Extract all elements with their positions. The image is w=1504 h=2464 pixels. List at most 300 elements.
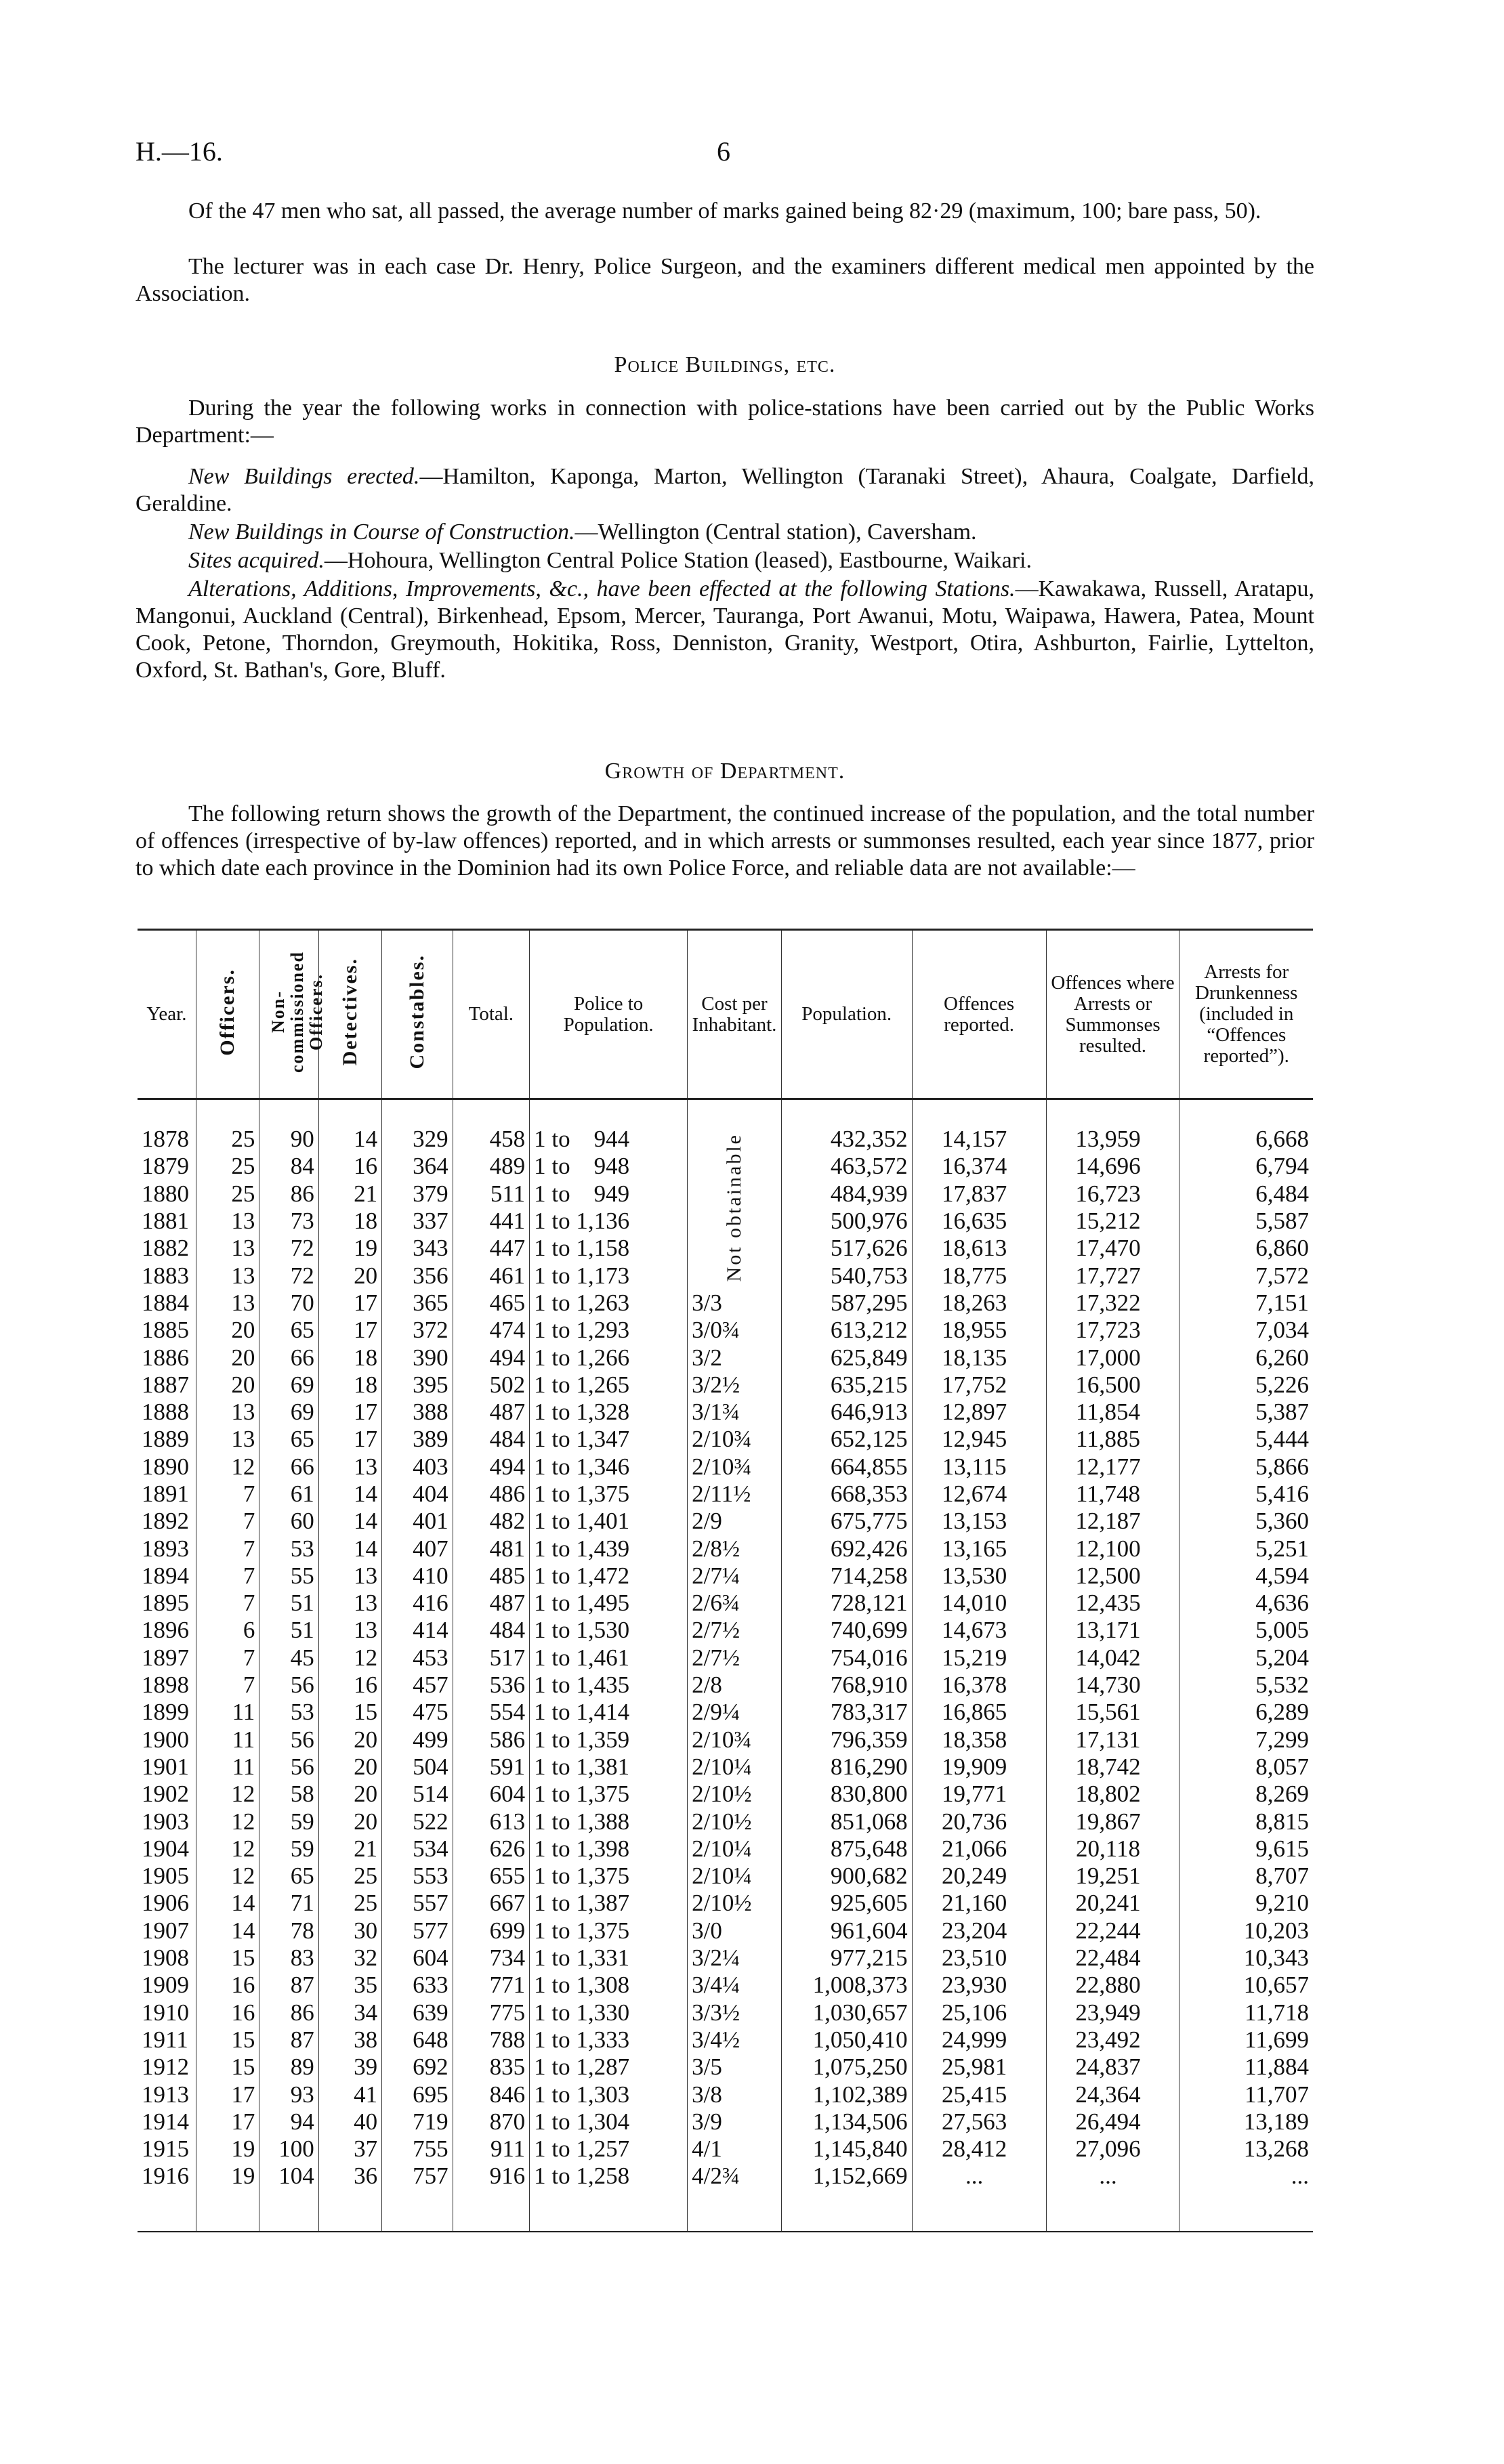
cell-population: 613,212 (781, 1317, 912, 1344)
cell-drunkenness: 11,699 (1179, 2026, 1313, 2054)
cell-detectives: 30 (318, 1917, 381, 1945)
cell-police-ratio: 1 to 1,304 (530, 2108, 688, 2136)
cell-nco: 45 (259, 1644, 318, 1672)
cell-arrests: 17,000 (1046, 1344, 1179, 1371)
cell-total: 734 (453, 1945, 530, 1972)
cell-detectives: 21 (318, 1181, 381, 1208)
cell-nco: 56 (259, 1754, 318, 1781)
table-row (138, 2054, 1313, 2081)
cell-year: 1903 (142, 1808, 189, 1835)
cell-arrests: 11,748 (1046, 1481, 1179, 1508)
cell-total: 517 (453, 1644, 530, 1672)
cell-total: 482 (453, 1508, 530, 1535)
cell-police-ratio: 1 to 1,414 (530, 1699, 688, 1726)
cell-cost: 4/2¾ (688, 2163, 782, 2190)
cell-officers: 13 (196, 1235, 259, 1262)
cell-detectives: 14 (318, 1481, 381, 1508)
cell-constables: 557 (382, 1890, 453, 1917)
cell-total: 916 (453, 2163, 530, 2190)
cell-police-ratio: 1 to 1,398 (530, 1835, 688, 1863)
cell-police-ratio: 1 to 944 (530, 1126, 688, 1153)
cell-nco: 55 (259, 1563, 318, 1590)
cell-population: 875,648 (781, 1835, 912, 1863)
cell-total: 771 (453, 1972, 530, 1999)
cell-population: 740,699 (781, 1617, 912, 1644)
cell-total: 484 (453, 1617, 530, 1644)
cell-detectives: 19 (318, 1235, 381, 1262)
label-new-buildings: New Buildings erected. (188, 464, 420, 489)
cell-year: 1914 (142, 2108, 189, 2135)
cell-population: 668,353 (781, 1481, 912, 1508)
cell-population: 432,352 (781, 1126, 912, 1153)
cell-population: 754,016 (781, 1644, 912, 1672)
table-row (138, 1781, 1313, 1808)
cell-cost: 2/9¼ (688, 1699, 782, 1726)
cell-officers: 7 (196, 1644, 259, 1672)
cell-police-ratio: 1 to 1,265 (530, 1372, 688, 1399)
cell-total: 835 (453, 2054, 530, 2081)
cell-offences: 16,865 (912, 1699, 1046, 1726)
cell-arrests: 13,959 (1046, 1126, 1179, 1153)
cell-detectives: 18 (318, 1372, 381, 1399)
cell-nco: 66 (259, 1344, 318, 1371)
cell-cost: 2/7¼ (688, 1563, 782, 1590)
cell-drunkenness: 11,884 (1179, 2054, 1313, 2081)
label-alterations: Alterations, Additions, Improvements, &c., have been effected at the following Stations. (188, 576, 1016, 601)
paragraph-construction (135, 519, 1314, 546)
cell-cost: 3/5 (688, 2054, 782, 2081)
cell-offences: 25,106 (912, 1999, 1046, 2026)
cell-drunkenness: 13,268 (1179, 2136, 1313, 2163)
cell-arrests: 15,561 (1046, 1699, 1179, 1726)
cell-population: 664,855 (781, 1453, 912, 1481)
cell-constables: 414 (382, 1617, 453, 1644)
cell-offences: 23,510 (912, 1945, 1046, 1972)
cell-total: 461 (453, 1262, 530, 1289)
text-new-buildings: —Hamilton, Kaponga, Marton, Wellington (Taranaki Street), Ahaura, Coalgate, Darfield, Geraldine. (135, 464, 1314, 516)
table-row (138, 1672, 1313, 1699)
cell-constables: 337 (382, 1208, 453, 1235)
cell-police-ratio: 1 to 1,328 (530, 1399, 688, 1426)
table-row (138, 1508, 1313, 1535)
table-row (138, 1726, 1313, 1754)
col-cost-per-inhabitant: Cost per Inhabitant. (688, 930, 782, 1099)
cell-offences: 14,157 (912, 1126, 1046, 1153)
text-alterations: —Kawakawa, Russell, Aratapu, Mangonui, Auckland (Central), Birkenhead, Epsom, Mercer, Tauranga, Port Awanui, Motu, Waipawa, Hawera, Patea, Mount Cook, Petone, Thorndon, Greymouth, Hokitika, Ross, Denniston, Granity, Westport, Otira, Ashburton, Fairlie, Lyttelton, Oxford, St. Bathan's, Gore, Bluff. (135, 576, 1314, 683)
cell-year: 1911 (142, 2026, 188, 2053)
cell-total: 655 (453, 1863, 530, 1890)
cell-officers: 20 (196, 1317, 259, 1344)
cell-arrests: 16,500 (1046, 1372, 1179, 1399)
cell-constables: 457 (382, 1672, 453, 1699)
cell-detectives: 17 (318, 1317, 381, 1344)
cell-cost: 3/4¼ (688, 1972, 782, 1999)
cell-drunkenness: 5,005 (1179, 1617, 1313, 1644)
cell-population: 783,317 (781, 1699, 912, 1726)
cell-arrests: 11,885 (1046, 1426, 1179, 1453)
cell-police-ratio: 1 to 1,173 (530, 1262, 688, 1289)
cell-year: 1907 (142, 1917, 189, 1944)
cell-nco: 90 (259, 1126, 318, 1153)
cell-officers: 12 (196, 1453, 259, 1481)
cell-detectives: 40 (318, 2108, 381, 2136)
table-header-row (138, 930, 1313, 1099)
cell-offences: 20,249 (912, 1863, 1046, 1890)
cell-arrests: ... (1046, 2163, 1179, 2190)
cell-police-ratio: 1 to 1,375 (530, 1863, 688, 1890)
cell-detectives: 18 (318, 1208, 381, 1235)
cell-nco: 93 (259, 2081, 318, 2108)
cell-population: 961,604 (781, 1917, 912, 1945)
col-drunkenness: Arrests for Drunkenness (included in “Offences reported”). (1179, 930, 1313, 1099)
cell-offences: 18,263 (912, 1290, 1046, 1317)
cell-offences: 17,752 (912, 1372, 1046, 1399)
cell-population: 977,215 (781, 1945, 912, 1972)
cell-officers: 11 (196, 1754, 259, 1781)
table-row (138, 1317, 1313, 1344)
cell-population: 1,008,373 (781, 1972, 912, 1999)
cell-offences: 12,674 (912, 1481, 1046, 1508)
cell-population: 816,290 (781, 1754, 912, 1781)
cell-arrests: 18,742 (1046, 1754, 1179, 1781)
cell-cost: 3/3 (688, 1290, 782, 1317)
cell-population: 646,913 (781, 1399, 912, 1426)
cell-arrests: 19,867 (1046, 1808, 1179, 1835)
cell-drunkenness: 6,289 (1179, 1699, 1313, 1726)
cell-drunkenness: 5,532 (1179, 1672, 1313, 1699)
cell-detectives: 37 (318, 2136, 381, 2163)
growth-table (138, 929, 1313, 2232)
cell-drunkenness: 7,572 (1179, 1262, 1313, 1289)
cell-police-ratio: 1 to 1,331 (530, 1945, 688, 1972)
cell-detectives: 17 (318, 1426, 381, 1453)
cell-year: 1913 (142, 2081, 189, 2108)
cell-drunkenness: 5,416 (1179, 1481, 1313, 1508)
cell-nco: 51 (259, 1617, 318, 1644)
cell-cost: 2/8½ (688, 1535, 782, 1562)
table-row (138, 1290, 1313, 1317)
cell-total: 494 (453, 1344, 530, 1371)
cell-arrests: 18,802 (1046, 1781, 1179, 1808)
cell-total: 487 (453, 1590, 530, 1617)
cell-arrests: 15,212 (1046, 1208, 1179, 1235)
cell-cost: 2/10½ (688, 1781, 782, 1808)
cell-detectives: 12 (318, 1644, 381, 1672)
cell-police-ratio: 1 to 1,266 (530, 1344, 688, 1371)
cell-population: 540,753 (781, 1262, 912, 1289)
cell-nco: 60 (259, 1508, 318, 1535)
cell-offences: 25,981 (912, 2054, 1046, 2081)
cell-constables: 755 (382, 2136, 453, 2163)
cell-officers: 15 (196, 2026, 259, 2054)
cell-drunkenness: 6,484 (1179, 1181, 1313, 1208)
cell-total: 775 (453, 1999, 530, 2026)
cell-arrests: 22,484 (1046, 1945, 1179, 1972)
cell-arrests: 13,171 (1046, 1617, 1179, 1644)
cell-offences: 21,160 (912, 1890, 1046, 1917)
cell-detectives: 36 (318, 2163, 381, 2190)
cell-year: 1900 (142, 1726, 189, 1753)
table-row (138, 1399, 1313, 1426)
cell-detectives: 17 (318, 1399, 381, 1426)
cell-offences: 12,897 (912, 1399, 1046, 1426)
cell-nco: 69 (259, 1399, 318, 1426)
paragraph-lecturer: The lecturer was in each case Dr. Henry, Police Surgeon, and the examiners different medical men appointed by the Association. (135, 254, 1314, 306)
cell-year: 1905 (142, 1863, 189, 1890)
cell-drunkenness: 8,269 (1179, 1781, 1313, 1808)
cell-drunkenness: 5,251 (1179, 1535, 1313, 1562)
cell-year: 1890 (142, 1453, 189, 1480)
cell-constables: 522 (382, 1808, 453, 1835)
cell-total: 474 (453, 1317, 530, 1344)
col-nco: Non-commissioned Officers. (259, 930, 318, 1099)
cell-year: 1902 (142, 1781, 189, 1808)
cell-constables: 757 (382, 2163, 453, 2190)
cell-drunkenness: 6,860 (1179, 1235, 1313, 1262)
cell-police-ratio: 1 to 1,346 (530, 1453, 688, 1481)
cell-drunkenness: 5,444 (1179, 1426, 1313, 1453)
cell-offences: 19,909 (912, 1754, 1046, 1781)
cell-arrests: 24,364 (1046, 2081, 1179, 2108)
cell-constables: 499 (382, 1726, 453, 1754)
cell-population: 463,572 (781, 1153, 912, 1180)
col-detectives: Detectives. (318, 930, 381, 1099)
cell-police-ratio: 1 to 1,375 (530, 1917, 688, 1945)
cell-drunkenness: 7,299 (1179, 1726, 1313, 1754)
cell-drunkenness: 4,594 (1179, 1563, 1313, 1590)
cell-cost: 2/11½ (688, 1481, 782, 1508)
cell-year: 1891 (142, 1481, 189, 1507)
cell-officers: 7 (196, 1535, 259, 1562)
cell-detectives: 18 (318, 1344, 381, 1371)
cell-nco: 86 (259, 1999, 318, 2026)
cell-officers: 7 (196, 1672, 259, 1699)
cell-cost: 3/0¾ (688, 1317, 782, 1344)
cell-drunkenness: 4,636 (1179, 1590, 1313, 1617)
table-row (138, 1453, 1313, 1481)
cell-arrests: 12,100 (1046, 1535, 1179, 1562)
label-construction: New Buildings in Course of Construction. (188, 519, 575, 545)
cell-year: 1884 (142, 1289, 189, 1316)
cell-population: 675,775 (781, 1508, 912, 1535)
text-construction: —Wellington (Central station), Caversham. (575, 519, 977, 545)
cell-population: 1,102,389 (781, 2081, 912, 2108)
cell-offences: 18,135 (912, 1344, 1046, 1371)
cell-nco: 87 (259, 2026, 318, 2054)
cell-year: 1899 (142, 1699, 189, 1726)
cell-population: 484,939 (781, 1181, 912, 1208)
cell-population: 851,068 (781, 1808, 912, 1835)
cell-arrests: 14,696 (1046, 1153, 1179, 1180)
cell-officers: 19 (196, 2136, 259, 2163)
cell-detectives: 32 (318, 1945, 381, 1972)
cell-population: 500,976 (781, 1208, 912, 1235)
table-row (138, 1644, 1313, 1672)
cell-year: 1888 (142, 1399, 189, 1426)
cell-police-ratio: 1 to 1,347 (530, 1426, 688, 1453)
cell-total: 511 (453, 1181, 530, 1208)
cell-detectives: 25 (318, 1890, 381, 1917)
cell-drunkenness: 5,226 (1179, 1372, 1313, 1399)
cell-detectives: 14 (318, 1126, 381, 1153)
cell-constables: 504 (382, 1754, 453, 1781)
table-row (138, 1590, 1313, 1617)
cell-drunkenness: 5,360 (1179, 1508, 1313, 1535)
cell-police-ratio: 1 to 1,257 (530, 2136, 688, 2163)
cell-detectives: 13 (318, 1453, 381, 1481)
cell-year: 1909 (142, 1972, 189, 1999)
cell-constables: 695 (382, 2081, 453, 2108)
cell-officers: 16 (196, 1999, 259, 2026)
cell-constables: 475 (382, 1699, 453, 1726)
cell-offences: 24,999 (912, 2026, 1046, 2054)
cell-police-ratio: 1 to 949 (530, 1181, 688, 1208)
cell-police-ratio: 1 to 1,388 (530, 1808, 688, 1835)
cell-arrests: 27,096 (1046, 2136, 1179, 2163)
cell-officers: 14 (196, 1917, 259, 1945)
cell-cost: 2/10½ (688, 1808, 782, 1835)
table-row (138, 1372, 1313, 1399)
cell-constables: 389 (382, 1426, 453, 1453)
cell-detectives: 20 (318, 1781, 381, 1808)
cell-officers: 20 (196, 1372, 259, 1399)
cell-police-ratio: 1 to 1,461 (530, 1644, 688, 1672)
cell-total: 846 (453, 2081, 530, 2108)
cell-drunkenness: 7,151 (1179, 1290, 1313, 1317)
cell-detectives: 20 (318, 1754, 381, 1781)
cell-population: 796,359 (781, 1726, 912, 1754)
cell-year: 1915 (142, 2136, 189, 2163)
cell-detectives: 21 (318, 1835, 381, 1863)
cell-arrests: 12,500 (1046, 1563, 1179, 1590)
cell-drunkenness: 5,387 (1179, 1399, 1313, 1426)
cell-total: 489 (453, 1153, 530, 1180)
cell-officers: 17 (196, 2081, 259, 2108)
cell-officers: 16 (196, 1972, 259, 1999)
cell-drunkenness: 7,034 (1179, 1317, 1313, 1344)
cell-nco: 56 (259, 1672, 318, 1699)
table-row (138, 2081, 1313, 2108)
not-obtainable-label: Not obtainable (722, 1133, 745, 1282)
cell-police-ratio: 1 to 1,258 (530, 2163, 688, 2190)
cell-drunkenness: ... (1179, 2163, 1313, 2190)
cell-offences: 16,378 (912, 1672, 1046, 1699)
cell-constables: 719 (382, 2108, 453, 2136)
cell-offences: 23,204 (912, 1917, 1046, 1945)
cell-total: 586 (453, 1726, 530, 1754)
cell-police-ratio: 1 to 1,530 (530, 1617, 688, 1644)
cell-police-ratio: 1 to 1,263 (530, 1290, 688, 1317)
cell-population: 635,215 (781, 1372, 912, 1399)
paragraph-alterations (135, 576, 1314, 684)
cell-total: 485 (453, 1563, 530, 1590)
cell-constables: 379 (382, 1181, 453, 1208)
cell-officers: 17 (196, 2108, 259, 2136)
cell-population: 1,145,840 (781, 2136, 912, 2163)
cell-year: 1895 (142, 1590, 189, 1617)
col-offences-reported: Offences reported. (912, 930, 1046, 1099)
cell-total: 870 (453, 2108, 530, 2136)
cell-population: 1,075,250 (781, 2054, 912, 2081)
cell-nco: 53 (259, 1699, 318, 1726)
cell-arrests: 12,435 (1046, 1590, 1179, 1617)
cell-constables: 356 (382, 1262, 453, 1289)
cell-total: 626 (453, 1835, 530, 1863)
cell-total: 699 (453, 1917, 530, 1945)
paragraph-sites (135, 547, 1314, 574)
cell-total: 591 (453, 1754, 530, 1781)
cell-constables: 639 (382, 1999, 453, 2026)
cell-police-ratio: 1 to 1,303 (530, 2081, 688, 2108)
cell-nco: 65 (259, 1426, 318, 1453)
cell-officers: 6 (196, 1617, 259, 1644)
cell-nco: 59 (259, 1835, 318, 1863)
cell-detectives: 34 (318, 1999, 381, 2026)
cell-population: 1,152,669 (781, 2163, 912, 2190)
cell-detectives: 14 (318, 1535, 381, 1562)
cell-constables: 633 (382, 1972, 453, 1999)
col-offences-arrests: Offences where Arrests or Summonses resulted. (1046, 930, 1179, 1099)
table-row (138, 1863, 1313, 1890)
cell-year: 1878 (142, 1126, 189, 1153)
cell-total: 667 (453, 1890, 530, 1917)
cell-offences: 25,415 (912, 2081, 1046, 2108)
paragraph-growth-intro: The following return shows the growth of the Department, the continued increase of the population, and the total number of offences (irrespective of by-law offences) reported, and in which arrests or summonses resulted, each year since 1877, prior to which date each province in the Dominion had its own Police Force, and reliable data are not available:— (135, 801, 1314, 880)
cell-total: 613 (453, 1808, 530, 1835)
table-row (138, 1808, 1313, 1835)
cell-constables: 390 (382, 1344, 453, 1371)
cell-constables: 410 (382, 1563, 453, 1590)
paragraph-new-buildings (135, 463, 1314, 517)
cell-police-ratio: 1 to 1,293 (530, 1317, 688, 1344)
cell-nco: 70 (259, 1290, 318, 1317)
col-police-to-population: Police to Population. (530, 930, 688, 1099)
cell-detectives: 17 (318, 1290, 381, 1317)
cell-police-ratio: 1 to 1,387 (530, 1890, 688, 1917)
cell-cost: 2/9 (688, 1508, 782, 1535)
cell-offences: 21,066 (912, 1835, 1046, 1863)
cell-police-ratio: 1 to 948 (530, 1153, 688, 1180)
cell-officers: 25 (196, 1181, 259, 1208)
cell-detectives: 13 (318, 1617, 381, 1644)
cell-police-ratio: 1 to 1,359 (530, 1726, 688, 1754)
cell-offences: ... (912, 2163, 1046, 2190)
table-row (138, 1835, 1313, 1863)
cell-total: 484 (453, 1426, 530, 1453)
cell-total: 604 (453, 1781, 530, 1808)
cell-police-ratio: 1 to 1,439 (530, 1535, 688, 1562)
cell-police-ratio: 1 to 1,308 (530, 1972, 688, 1999)
cell-constables: 343 (382, 1235, 453, 1262)
cell-officers: 14 (196, 1890, 259, 1917)
cell-officers: 13 (196, 1262, 259, 1289)
cell-total: 487 (453, 1399, 530, 1426)
paragraph-works-intro: During the year the following works in connection with police-stations have been carried out by the Public Works Department:— (135, 396, 1314, 448)
cell-population: 728,121 (781, 1590, 912, 1617)
cell-detectives: 16 (318, 1153, 381, 1180)
cell-officers: 13 (196, 1399, 259, 1426)
cell-nco: 51 (259, 1590, 318, 1617)
cell-arrests: 22,880 (1046, 1972, 1179, 1999)
cell-population: 900,682 (781, 1863, 912, 1890)
cell-police-ratio: 1 to 1,136 (530, 1208, 688, 1235)
cell-offences: 15,219 (912, 1644, 1046, 1672)
cell-arrests: 17,723 (1046, 1317, 1179, 1344)
cell-detectives: 14 (318, 1508, 381, 1535)
cell-arrests: 23,949 (1046, 1999, 1179, 2026)
cell-constables: 648 (382, 2026, 453, 2054)
cell-offences: 16,635 (912, 1208, 1046, 1235)
